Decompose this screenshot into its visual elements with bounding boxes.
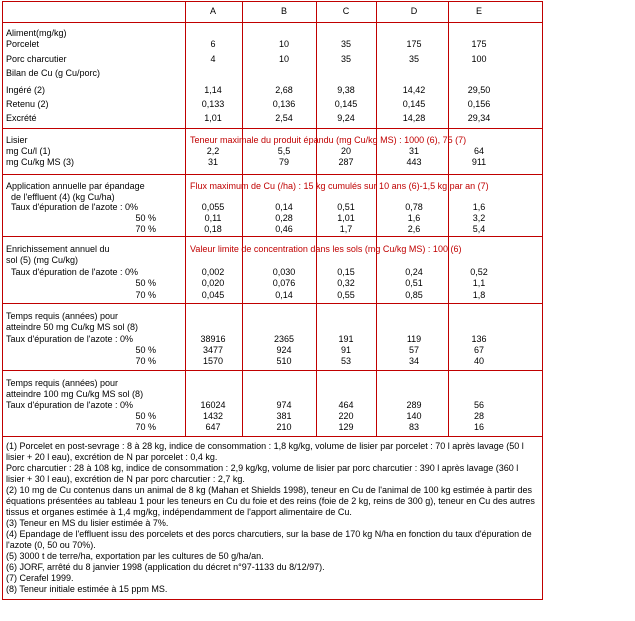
cell-b: 2,54 xyxy=(275,113,293,123)
section-title: Application annuelle par épandage xyxy=(6,181,145,191)
cell-e: 0,156 xyxy=(467,99,491,109)
cell-d: 14,28 xyxy=(402,113,426,123)
regulatory-note: Valeur limite de concentration dans les sols (mg Cu/kg MS) : 100 (6) xyxy=(190,244,462,254)
cell-e: 5,4 xyxy=(472,224,486,234)
cell-c: 220 xyxy=(338,411,354,421)
cell-c: 0,51 xyxy=(337,202,355,212)
row-label: 50 % xyxy=(135,411,156,421)
cell-e: 67 xyxy=(473,345,484,355)
cell-e: 1,6 xyxy=(472,202,486,212)
cell-d: 0,51 xyxy=(405,278,423,288)
cell-a: 0,045 xyxy=(201,290,225,300)
cell-e: 100 xyxy=(471,54,487,64)
row-divider xyxy=(2,22,543,23)
row-divider xyxy=(2,128,543,129)
cell-b: 210 xyxy=(276,422,292,432)
cell-e: 40 xyxy=(473,356,484,366)
row-label: 50 % xyxy=(135,213,156,223)
footnote: (6) JORF, arrêté du 8 janvier 1998 (application du décret n°97-1133 du 8/12/97). xyxy=(6,562,325,572)
cell-a: 1432 xyxy=(202,411,224,421)
cell-d: 443 xyxy=(406,157,422,167)
cell-a: 6 xyxy=(210,39,216,49)
cell-a: 0,11 xyxy=(204,213,222,223)
cell-b: 2,68 xyxy=(275,85,293,95)
cell-b: 0,28 xyxy=(275,213,293,223)
cell-e: 64 xyxy=(473,146,484,156)
cell-a: 38916 xyxy=(200,334,226,344)
footnote: Porc charcutier : 28 à 108 kg, indice de consommation : 2,9 kg/kg, volume de lisier par porc charcutier : 390 l après lavage (360 l lisier + 30 l eau), excrétion de N par porc charcutier : 2,7 kg. xyxy=(6,463,519,484)
cell-c: 464 xyxy=(338,400,354,410)
section-title: sol (5) (mg Cu/kg) xyxy=(6,255,79,265)
cell-c: 9,24 xyxy=(337,113,355,123)
row-label: Excrété xyxy=(6,113,37,123)
row-label: 70 % xyxy=(135,290,156,300)
cell-d: 0,145 xyxy=(402,99,426,109)
footnote: (5) 3000 t de terre/ha, exportation par les cultures de 50 g/ha/an. xyxy=(6,551,264,561)
cell-d: 34 xyxy=(408,356,419,366)
row-divider xyxy=(2,370,543,371)
cell-e: 56 xyxy=(473,400,484,410)
cell-c: 129 xyxy=(338,422,354,432)
cell-d: 1,6 xyxy=(407,213,421,223)
subsection-title: Bilan de Cu (g Cu/porc) xyxy=(6,68,101,78)
cell-e: 911 xyxy=(471,157,487,167)
cell-e: 1,1 xyxy=(472,278,486,288)
footnote: (1) Porcelet en post-sevrage : 8 à 28 kg, indice de consommation : 1,8 kg/kg, volume de lisier par porcelet : 70 l après lavage (50 l lisier + 20 l eau), excrétion de N par porcelet : 0,4 kg. xyxy=(6,441,524,462)
cell-c: 0,145 xyxy=(334,99,358,109)
cell-d: 140 xyxy=(406,411,422,421)
cell-e: 28 xyxy=(473,411,484,421)
cell-d: 83 xyxy=(408,422,419,432)
footnote: (4) Epandage de l'effluent issu des porcelets et des porcs charcutiers, sur la base de 170 kg N/ha en fonction du taux d'épuration de l'azote (0, 50 ou 70%). xyxy=(6,529,532,550)
cell-a: 647 xyxy=(205,422,221,432)
cell-b: 510 xyxy=(276,356,292,366)
cell-c: 0,15 xyxy=(337,267,355,277)
cell-b: 924 xyxy=(276,345,292,355)
cell-b: 10 xyxy=(278,54,289,64)
cell-b: 974 xyxy=(276,400,292,410)
section-title: Temps requis (années) pour xyxy=(6,378,119,388)
cell-a: 0,020 xyxy=(201,278,225,288)
row-label: mg Cu/kg MS (3) xyxy=(6,157,75,167)
row-label: 70 % xyxy=(135,224,156,234)
cell-b: 0,14 xyxy=(275,290,293,300)
cell-e: 175 xyxy=(471,39,487,49)
cell-d: 289 xyxy=(406,400,422,410)
cell-d: 14,42 xyxy=(402,85,426,95)
cell-b: 2365 xyxy=(273,334,295,344)
cell-c: 287 xyxy=(338,157,354,167)
section-title: Temps requis (années) pour xyxy=(6,311,119,321)
footnote: (8) Teneur initiale estimée à 15 ppm MS. xyxy=(6,584,168,594)
row-label: Retenu (2) xyxy=(6,99,49,109)
footnote: (3) Teneur en MS du lisier estimée à 7%. xyxy=(6,518,169,528)
row-label: Porcelet xyxy=(6,39,40,49)
cell-d: 35 xyxy=(408,54,419,64)
cell-b: 79 xyxy=(278,157,289,167)
cell-b: 0,14 xyxy=(275,202,293,212)
cell-d: 0,24 xyxy=(405,267,423,277)
cell-d: 2,6 xyxy=(407,224,421,234)
cell-a: 4 xyxy=(210,54,216,64)
cell-a: 2,2 xyxy=(206,146,220,156)
section-title: Aliment(mg/kg) xyxy=(6,28,67,38)
cell-c: 1,7 xyxy=(339,224,353,234)
row-divider xyxy=(2,174,543,175)
section-title: Enrichissement annuel du xyxy=(6,244,110,254)
col-header-e: E xyxy=(475,6,482,16)
regulatory-note: Teneur maximale du produit épandu (mg Cu/kg MS) : 1000 (6), 75 (7) xyxy=(190,135,467,145)
row-label: Taux d'épuration de l'azote : 0% xyxy=(6,334,134,344)
section-title: de l'effluent (4) (kg Cu/ha) xyxy=(11,192,115,202)
cell-c: 191 xyxy=(338,334,354,344)
cell-a: 0,18 xyxy=(204,224,222,234)
cell-b: 0,46 xyxy=(275,224,293,234)
table-border-bottom xyxy=(2,599,543,600)
cell-e: 0,52 xyxy=(470,267,488,277)
footnote: (2) 10 mg de Cu contenus dans un animal de 8 kg (Mahan et Shields 1998), teneur en Cu de l'animal de 100 kg estimée à partir des équations présentées au tableau 1 pour les teneurs en Cu du foie et des reins (foie de 2 kg, reins de 300 g), teneur en Cu des autres tissus et organes estimée à 1,4 mg/kg, indépendamment de l'apport alimentaire de Cu. xyxy=(6,485,535,517)
cell-c: 0,55 xyxy=(337,290,355,300)
cell-a: 0,002 xyxy=(201,267,225,277)
cell-a: 1570 xyxy=(202,356,224,366)
row-label: mg Cu/l (1) xyxy=(6,146,51,156)
row-label: Taux d'épuration de l'azote : 0% xyxy=(6,400,134,410)
section-title: atteindre 50 mg Cu/kg MS sol (8) xyxy=(6,322,139,332)
cell-a: 0,055 xyxy=(201,202,225,212)
table-border-left xyxy=(2,1,3,599)
cell-e: 1,8 xyxy=(472,290,486,300)
cell-d: 0,85 xyxy=(405,290,423,300)
row-label: 50 % xyxy=(135,278,156,288)
row-divider xyxy=(2,303,543,304)
row-label: Taux d'épuration de l'azote : 0% xyxy=(11,267,139,277)
cell-c: 91 xyxy=(340,345,351,355)
cell-d: 0,78 xyxy=(405,202,423,212)
cell-e: 3,2 xyxy=(472,213,486,223)
cell-a: 31 xyxy=(207,157,218,167)
row-divider xyxy=(2,236,543,237)
cell-b: 10 xyxy=(278,39,289,49)
table-border-right xyxy=(542,1,543,599)
row-label: Porc charcutier xyxy=(6,54,67,64)
col-header-b: B xyxy=(280,6,287,16)
cell-a: 1,01 xyxy=(204,113,222,123)
cell-e: 29,34 xyxy=(467,113,491,123)
cell-a: 1,14 xyxy=(204,85,222,95)
cell-d: 31 xyxy=(408,146,419,156)
cell-a: 0,133 xyxy=(201,99,225,109)
cell-a: 3477 xyxy=(202,345,224,355)
row-divider xyxy=(2,436,543,437)
row-label: 70 % xyxy=(135,356,156,366)
row-label: Ingéré (2) xyxy=(6,85,46,95)
cell-b: 0,076 xyxy=(272,278,296,288)
cell-b: 0,136 xyxy=(272,99,296,109)
cell-c: 53 xyxy=(340,356,351,366)
cell-c: 9,38 xyxy=(337,85,355,95)
regulatory-note: Flux maximum de Cu (/ha) : 15 kg cumulés sur 10 ans (6)-1,5 kg par an (7) xyxy=(190,181,489,191)
col-header-d: D xyxy=(410,6,418,16)
cell-a: 16024 xyxy=(200,400,226,410)
row-label: 70 % xyxy=(135,422,156,432)
cell-b: 381 xyxy=(276,411,292,421)
row-divider xyxy=(2,1,543,2)
cell-c: 1,01 xyxy=(337,213,355,223)
col-header-c: C xyxy=(342,6,350,16)
cell-d: 175 xyxy=(406,39,422,49)
cell-d: 119 xyxy=(406,334,422,344)
footnote: (7) Cerafel 1999. xyxy=(6,573,74,583)
cell-d: 57 xyxy=(408,345,419,355)
row-label: 50 % xyxy=(135,345,156,355)
cell-c: 35 xyxy=(340,39,351,49)
row-label: Taux d'épuration de l'azote : 0% xyxy=(11,202,139,212)
cell-e: 29,50 xyxy=(467,85,491,95)
section-title: atteindre 100 mg Cu/kg MS sol (8) xyxy=(6,389,144,399)
col-header-a: A xyxy=(209,6,216,16)
section-title: Lisier xyxy=(6,135,28,145)
cell-c: 35 xyxy=(340,54,351,64)
cell-e: 16 xyxy=(473,422,484,432)
cell-c: 0,32 xyxy=(337,278,355,288)
cell-e: 136 xyxy=(471,334,487,344)
cell-c: 20 xyxy=(340,146,351,156)
cell-b: 5,5 xyxy=(277,146,291,156)
cell-b: 0,030 xyxy=(272,267,296,277)
